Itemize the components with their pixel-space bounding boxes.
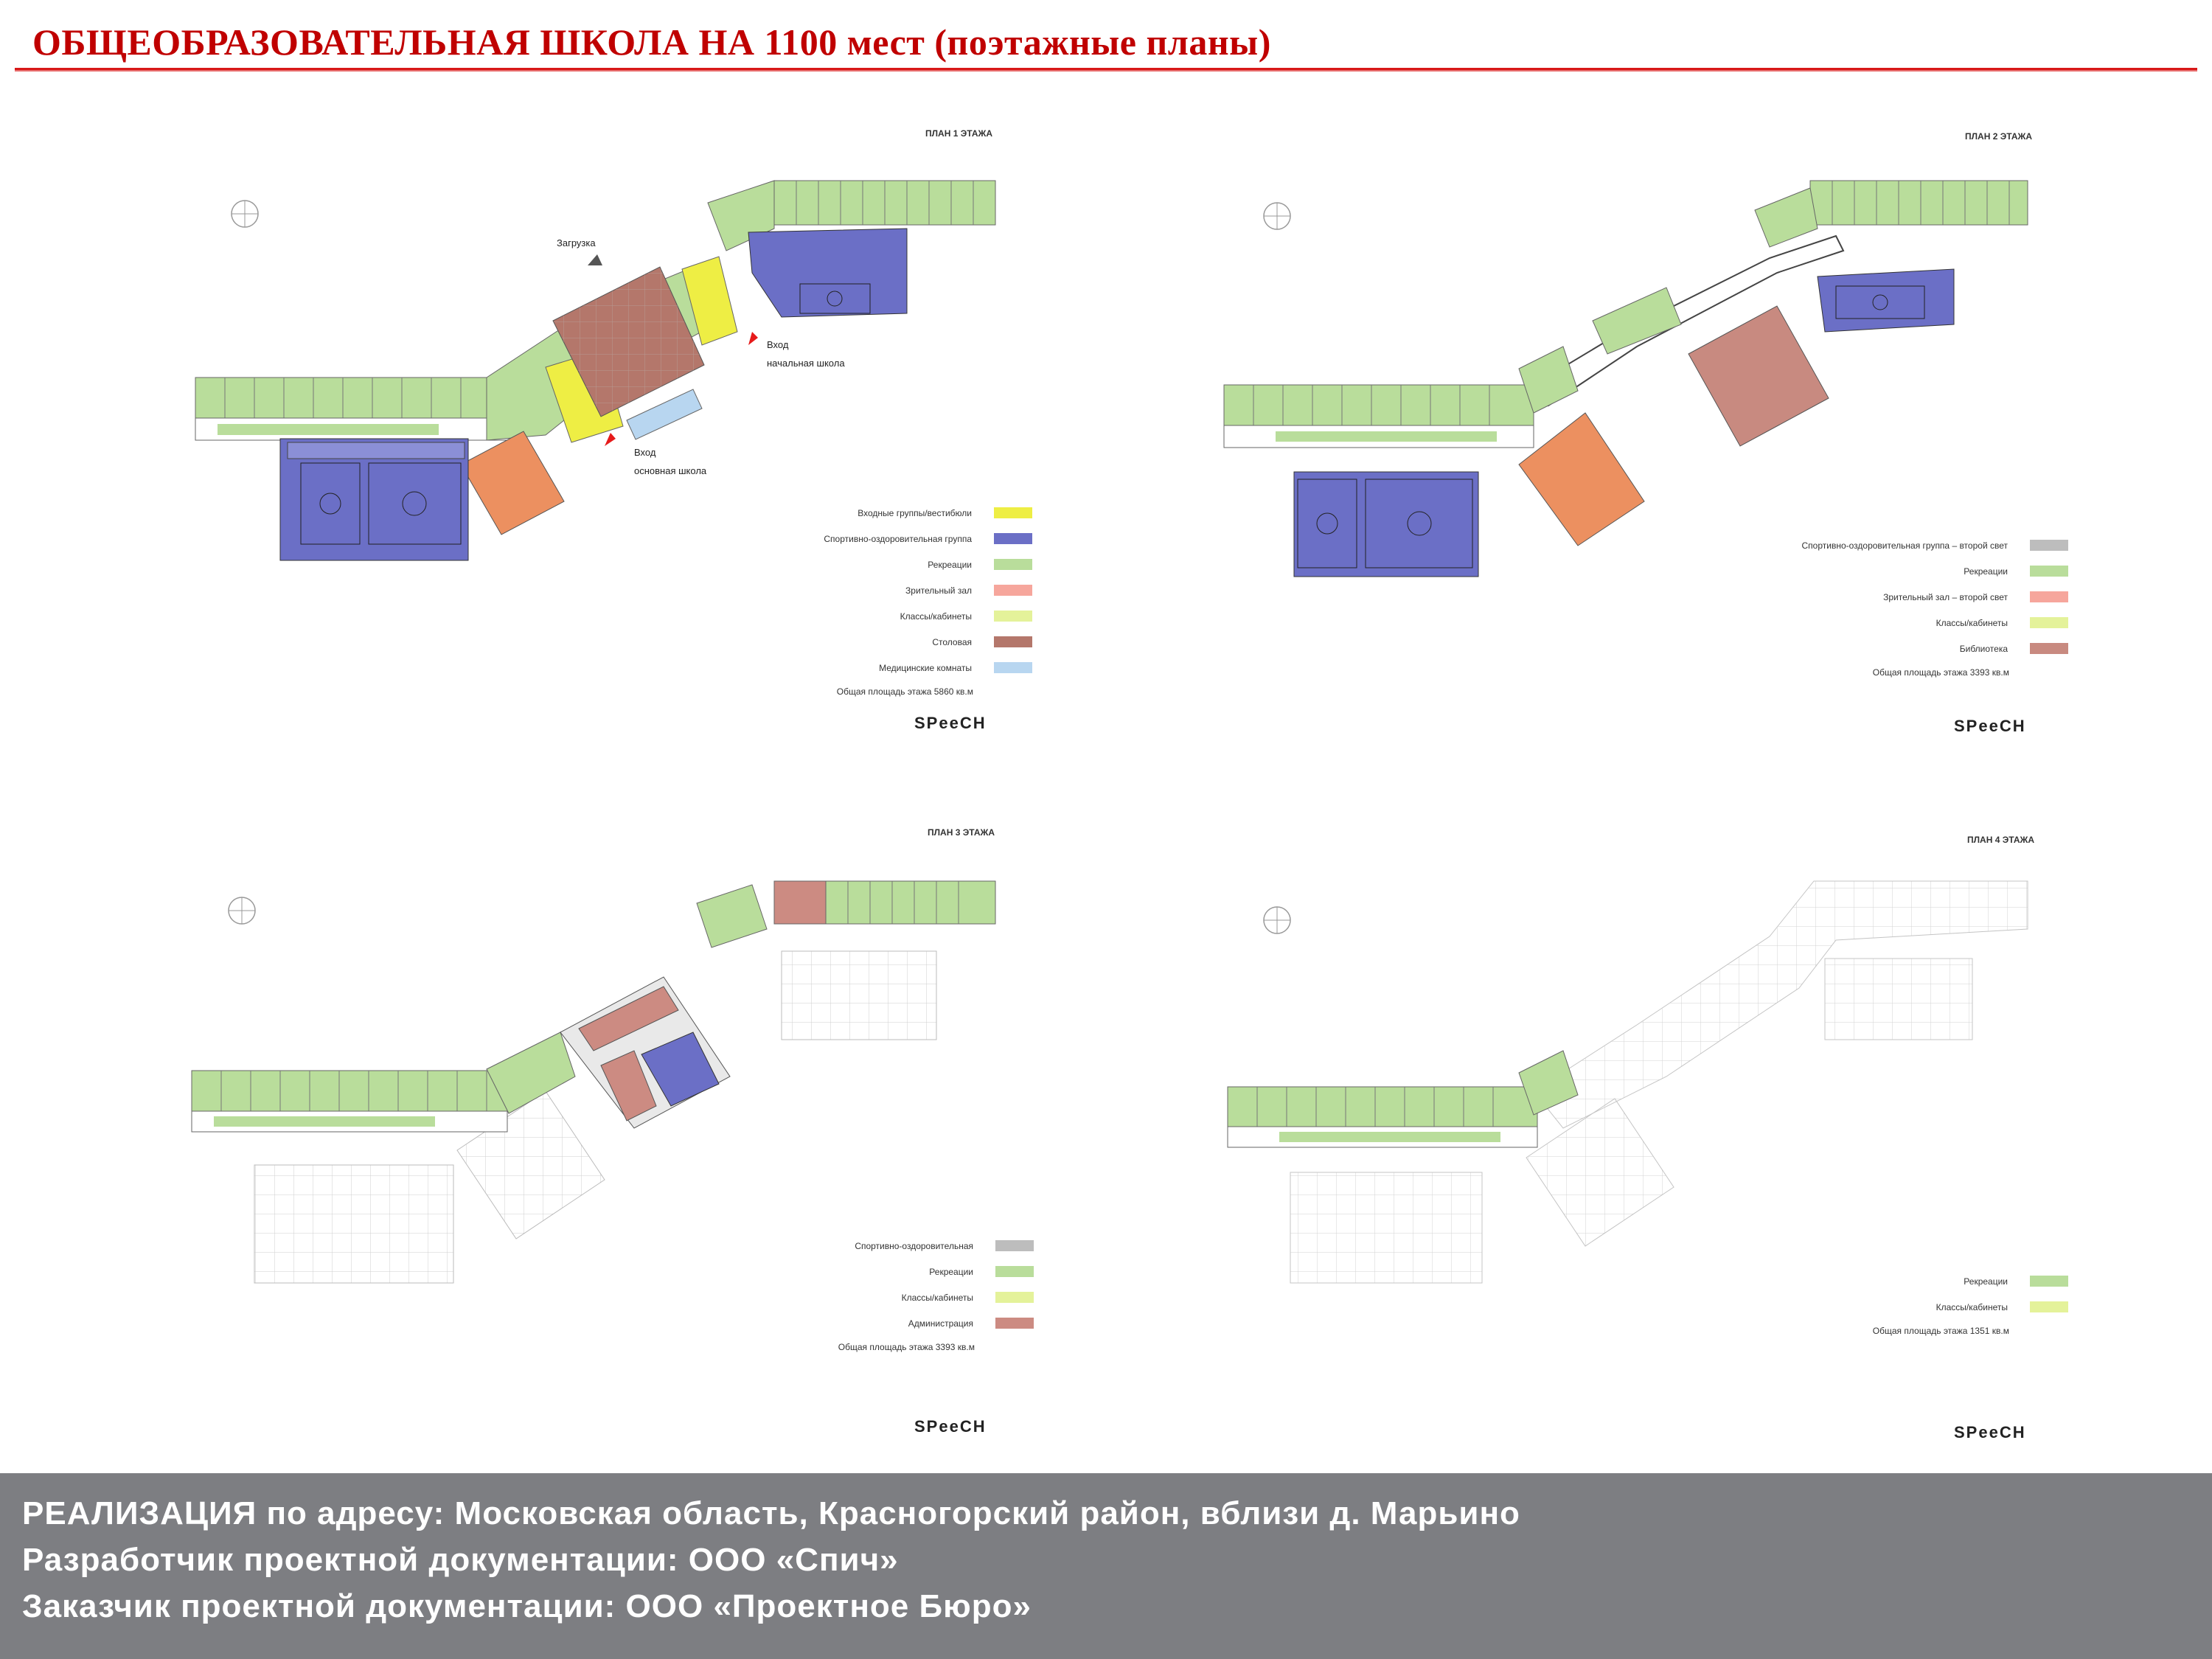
upper-classroom-block [1755,181,2028,247]
floor-plan-3-drawing [44,811,1077,1475]
plan-1-area: Общая площадь этажа 5860 кв.м [836,686,973,697]
brand-logo: SPeeCH [914,1417,987,1436]
legend-swatch [995,1266,1034,1277]
legend-swatch [994,636,1032,647]
floor-plan-4-panel [1106,811,2138,1475]
entry-arrow-main [605,433,616,446]
legend-item [518,1310,1034,1336]
left-classroom-wing [1228,1087,1537,1147]
ghost-auditorium [1526,1099,1674,1246]
footer-location: РЕАЛИЗАЦИЯ по адресу: Московская область, Красногорский район, вблизи д. Марьино [22,1495,1520,1531]
legend-item [1552,558,2068,584]
legend-label: Рекреации [1964,1276,2008,1287]
north-marker [1264,203,1290,229]
footer-developer: Разработчик проектной документации: ООО «Спич» [22,1542,899,1578]
legend-swatch [2030,1276,2068,1287]
north-marker [229,897,255,924]
legend-item [518,1233,1034,1259]
legend-label: Библиотека [1959,643,2008,654]
legend-swatch [995,1318,1034,1329]
plan-4-area: Общая площадь этажа 1351 кв.м [1872,1326,2009,1336]
legend-item [516,500,1032,526]
plan-4-title: ПЛАН 4 ЭТАЖА [1967,835,2035,845]
left-classroom-wing [1224,385,1534,448]
legend-label: Спортивно-оздоровительная [855,1240,973,1251]
footer-info-bar [0,1473,2212,1659]
north-marker [232,201,258,227]
left-classroom-wing [195,378,511,440]
footer-customer: Заказчик проектной документации: ООО «Проектное Бюро» [22,1588,1032,1624]
legend-label: Классы/кабинеты [1935,617,2008,628]
legend-label: Столовая [932,636,972,647]
entry-arrow-primary [748,332,758,345]
legend-swatch [994,533,1032,544]
legend-label: Рекреации [928,559,972,570]
legend-label: Классы/кабинеты [901,1292,973,1303]
legend-item [1552,610,2068,636]
legend-item [518,1259,1034,1284]
legend-swatch [994,611,1032,622]
plan-1-title: ПЛАН 1 ЭТАЖА [925,128,993,139]
legend-swatch [994,559,1032,570]
legend-item [518,1284,1034,1310]
legend-item [516,603,1032,629]
loading-label: Загрузка [557,237,596,248]
legend-label: Зрительный зал [905,585,972,596]
legend-label: Зрительный зал – второй свет [1883,591,2008,602]
plan-3-area: Общая площадь этажа 3393 кв.м [838,1342,975,1352]
legend-label: Классы/кабинеты [1935,1301,2008,1312]
legend-swatch [994,507,1032,518]
left-classroom-wing [192,1071,507,1132]
sport-hall-main [1294,472,1478,577]
floor-plan-2-panel [1106,111,2138,774]
upper-classroom-block [697,881,995,947]
legend-swatch [2030,617,2068,628]
floor-plan-1-panel [44,111,1077,774]
legend-label: Входные группы/вестибюли [858,507,972,518]
sport-hall-main [280,439,468,560]
brand-logo: SPeeCH [914,714,987,732]
sport-hall-small [1818,269,1954,332]
legend-label: Спортивно-оздоровительная группа – второй свет [1801,540,2008,551]
plan-4-legend [1552,1268,2068,1342]
legend-item [516,552,1032,577]
legend-label: Спортивно-оздоровительная группа [824,533,972,544]
legend-item [1552,584,2068,610]
legend-label: Администрация [908,1318,973,1329]
administration-block [560,977,730,1128]
legend-swatch [994,585,1032,596]
legend-item [1552,532,2068,558]
legend-item [1552,1268,2068,1294]
legend-item [516,526,1032,552]
legend-label: Рекреации [929,1266,973,1277]
plan-3-legend [518,1233,1034,1358]
plan-3-title: ПЛАН 3 ЭТАЖА [928,827,995,838]
ghost-sport-small [782,951,936,1040]
legend-swatch [2030,643,2068,654]
north-marker [1264,907,1290,933]
legend-swatch [994,662,1032,673]
legend-item [516,577,1032,603]
plan-1-legend [516,500,1032,703]
plan-2-title: ПЛАН 2 ЭТАЖА [1965,131,2033,142]
entry-main-label: Вход основная школа [634,447,707,476]
title-underline [15,68,2197,72]
plan-2-legend [1552,532,2068,684]
legend-swatch [2030,566,2068,577]
library [1688,306,1829,446]
legend-item [516,629,1032,655]
legend-label: Классы/кабинеты [900,611,972,622]
legend-label: Медицинские комнаты [879,662,972,673]
ghost-sport-hall [254,1165,453,1283]
legend-swatch [995,1240,1034,1251]
legend-swatch [2030,591,2068,602]
floor-plan-4-drawing [1106,811,2138,1475]
auditorium-second-light [1519,413,1644,546]
entry-primary-label: Вход начальная школа [767,339,845,369]
floor-plan-3-panel [44,811,1077,1475]
legend-label: Рекреации [1964,566,2008,577]
legend-item [1552,1294,2068,1320]
ghost-sport-hall [1290,1172,1482,1283]
sport-hall-small [748,229,907,317]
plan-2-area: Общая площадь этажа 3393 кв.м [1872,667,2009,678]
page-title: ОБЩЕОБРАЗОВАТЕЛЬНАЯ ШКОЛА НА 1100 мест (поэтажные планы) [32,21,1271,63]
loading-arrow [588,254,602,265]
legend-swatch [995,1292,1034,1303]
legend-item [516,655,1032,681]
ghost-sport-small [1825,959,1972,1040]
legend-swatch [2030,540,2068,551]
brand-logo: SPeeCH [1954,717,2026,735]
legend-item [1552,636,2068,661]
brand-logo: SPeeCH [1954,1423,2026,1441]
legend-swatch [2030,1301,2068,1312]
